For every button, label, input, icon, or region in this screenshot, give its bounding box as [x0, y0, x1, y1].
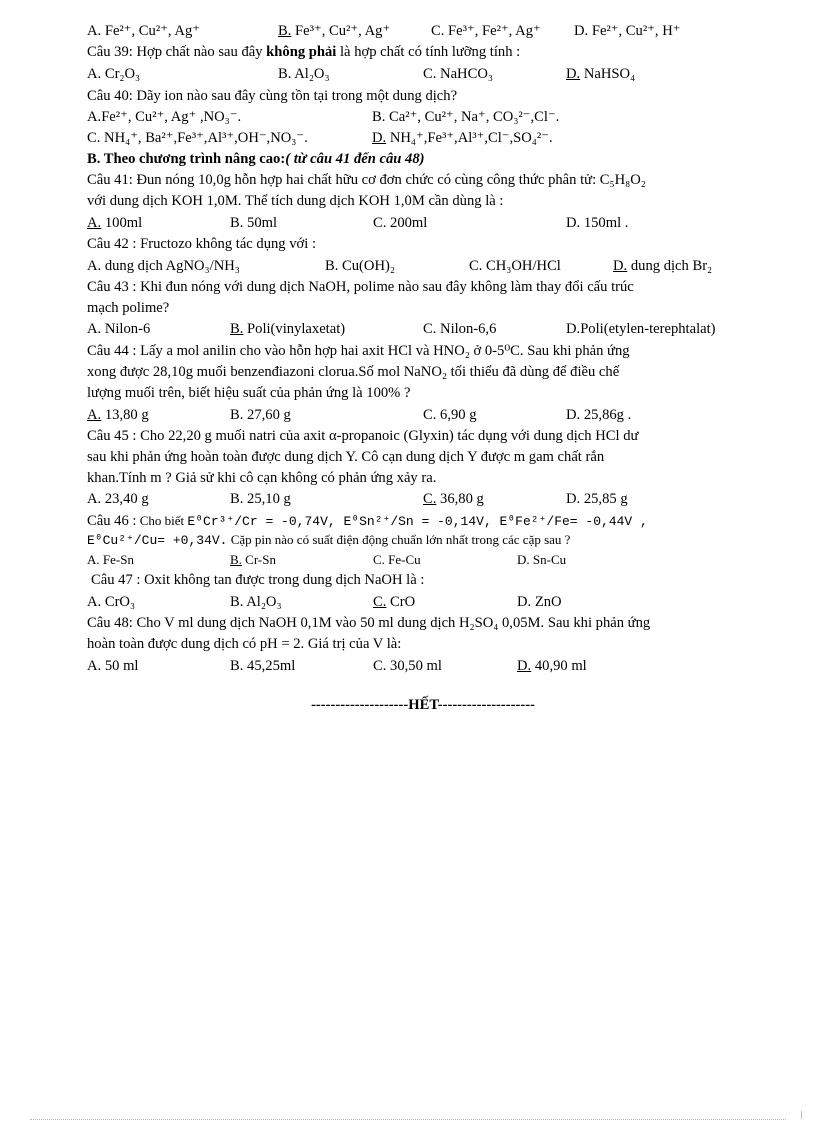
q45-answer-key: C.: [423, 491, 437, 507]
q39-option-d: [566, 64, 635, 84]
q47-question: Câu 47 : Oxit không tan được trong dung dịch NaOH là :: [91, 572, 425, 588]
q39-bold-text: không phải: [266, 44, 337, 60]
q40-option-b: B. Ca²⁺, Cu²⁺, Na⁺, CO₃²⁻,Cl⁻.: [372, 109, 560, 125]
q44-option-a: [87, 405, 149, 425]
q46-option-b-text: Cr-Sn: [241, 552, 276, 567]
q38-option-a: A. Fe²⁺, Cu²⁺, Ag⁺: [87, 23, 200, 39]
q45-option-a: A. 23,40 g: [87, 491, 149, 507]
q44-option-b: B. 27,60 g: [230, 407, 291, 423]
q41-option-d: D. 150ml .: [566, 215, 629, 231]
q47-option-b: B. Al₂O₃: [230, 594, 282, 610]
q46-line-1: [87, 511, 648, 532]
q39-option-d-text: NaHSO₄: [580, 66, 636, 82]
q43-option-a: A. Nilon-6: [87, 321, 151, 337]
q42-option-d-text: dung dịch Br₂: [627, 258, 713, 274]
section-heading: [87, 149, 425, 169]
section-range: ( từ câu 41 đến câu 48): [285, 151, 425, 167]
q45-option-d: D. 25,85 g: [566, 491, 628, 507]
q47-answer-key: C.: [373, 594, 387, 610]
q41-line-1: Câu 41: Đun nóng 10,0g hỗn hợp hai chất hữu cơ đơn chức có cùng công thức phân tử: C₅H₈O₂: [87, 172, 646, 188]
q38-answer-key: B.: [278, 23, 292, 39]
page-bottom-divider: [30, 1119, 786, 1120]
q43-option-c: C. Nilon-6,6: [423, 321, 497, 337]
q42-answer-key: D.: [613, 258, 628, 274]
q44-option-a-text: 13,80 g: [101, 407, 149, 423]
q45-line-3: khan.Tính m ? Giả sử khi cô cạn không có phản ứng xảy ra.: [87, 470, 437, 486]
q44-line-3: lượng muối trên, biết hiệu suất của phản ứng là 100% ?: [87, 385, 411, 401]
q48-line-2: hoàn toàn được dung dịch có pH = 2. Giá trị của V là:: [87, 636, 402, 652]
q44-answer-key: A.: [87, 407, 102, 423]
q39-option-c: C. NaHCO₃: [423, 66, 493, 82]
q43-line-2: mạch polime?: [87, 300, 170, 316]
q47-option-c: [373, 592, 415, 612]
q41-option-a: [87, 213, 142, 233]
q41-option-b: B. 50ml: [230, 215, 278, 231]
q38-option-b: [278, 21, 390, 41]
q48-option-c: C. 30,50 ml: [373, 658, 442, 674]
q46-line-2: [87, 530, 570, 551]
q46-potentials-1: E⁰Cr³⁺/Cr = -0,74V, E⁰Sn²⁺/Sn = -0,14V, E⁰Fe²⁺/Fe= -0,44V ,: [187, 514, 648, 529]
q47-option-c-text: CrO: [386, 594, 416, 610]
q45-option-b: B. 25,10 g: [230, 491, 291, 507]
q45-line-2: sau khi phản ứng hoàn toàn được dung dịch Y. Cô cạn dung dịch Y được m gam chất rắn: [87, 449, 605, 465]
q48-option-d: [517, 656, 587, 676]
q40-option-d: [372, 128, 553, 148]
q43-line-1: Câu 43 : Khi đun nóng với dung dịch NaOH, polime nào sau đây không làm thay đổi cấu trúc: [87, 279, 634, 295]
q39-question: [87, 42, 520, 62]
page-corner-mark: [801, 1111, 810, 1119]
q46-label: Câu 46 :: [87, 513, 137, 529]
q40-option-c: C. NH₄⁺, Ba²⁺,Fe³⁺,Al³⁺,OH⁻,NO₃⁻.: [87, 130, 308, 146]
q46-potentials-2: E⁰Cu²⁺/Cu= +0,34V.: [87, 533, 228, 548]
q44-line-1: Câu 44 : Lấy a mol anilin cho vào hỗn hợp hai axit HCl và HNO₂ ở 0-5⁰C. Sau khi phản ứng: [87, 343, 630, 359]
q42-option-d: [613, 256, 712, 276]
q45-option-c-text: 36,80 g: [436, 491, 484, 507]
q40-answer-key: D.: [372, 130, 387, 146]
q42-option-c: C. CH₃OH/HCl: [469, 258, 561, 274]
q46-option-d: D. Sn-Cu: [517, 552, 567, 567]
q48-answer-key: D.: [517, 658, 532, 674]
q39-option-b: B. Al₂O₃: [278, 66, 330, 82]
q46-question-text: Cặp pin nào có suất điện động chuẩn lớn nhất trong các cặp sau ?: [227, 532, 571, 547]
q40-option-a: A.Fe²⁺, Cu²⁺, Ag⁺ ,NO₃⁻.: [87, 109, 242, 125]
q44-line-2: xong được 28,10g muối benzenđiazoni clorua.Số mol NaNO₂ tối thiểu đã dùng để điều chế: [87, 364, 620, 380]
q46-option-a: A. Fe-Sn: [87, 552, 134, 567]
q47-option-d: D. ZnO: [517, 594, 562, 610]
q44-option-d: D. 25,86g .: [566, 407, 632, 423]
section-title: B. Theo chương trình nâng cao:: [87, 151, 286, 167]
q43-answer-key: B.: [230, 321, 244, 337]
q43-option-b: [230, 319, 345, 339]
q46-intro: Cho biết: [136, 513, 188, 528]
q48-line-1: Câu 48: Cho V ml dung dịch NaOH 0,1M vào 50 ml dung dịch H₂SO₄ 0,05M. Sau khi phản ứng: [87, 615, 651, 631]
end-text: --------------------HẾT--------------------: [311, 697, 535, 713]
q48-option-b: B. 45,25ml: [230, 658, 296, 674]
q42-option-b: B. Cu(OH)₂: [325, 258, 395, 274]
q41-answer-key: A.: [87, 215, 102, 231]
q43-option-b-text: Poli(vinylaxetat): [243, 321, 346, 337]
q39-label: Câu 39:: [87, 44, 133, 60]
q47-option-a: A. CrO₃: [87, 594, 136, 610]
q42-option-a: A. dung dịch AgNO₃/NH₃: [87, 258, 240, 274]
q43-option-d: D.Poli(etylen-terephtalat): [566, 321, 716, 337]
q39-text-before: Hợp chất nào sau đây: [132, 44, 267, 60]
q44-option-c: C. 6,90 g: [423, 407, 477, 423]
q40-option-d-text: NH₄⁺,Fe³⁺,Al³⁺,Cl⁻,SO₄²⁻.: [386, 130, 553, 146]
q46-option-b: [230, 550, 276, 570]
q41-option-a-text: 100ml: [101, 215, 143, 231]
q42-question: Câu 42 : Fructozo không tác dụng với :: [87, 236, 317, 252]
end-marker: [0, 697, 816, 714]
q41-line-2: với dung dịch KOH 1,0M. Thể tích dung dịch KOH 1,0M cần dùng là :: [87, 193, 504, 209]
q46-answer-key: B.: [230, 552, 242, 567]
q39-answer-key: D.: [566, 66, 581, 82]
q48-option-a: A. 50 ml: [87, 658, 139, 674]
q45-line-1: Câu 45 : Cho 22,20 g muối natri của axit α-propanoic (Glyxin) tác dụng với dung dịch HCl dư: [87, 428, 639, 444]
q39-option-a: A. Cr₂O₃: [87, 66, 141, 82]
q45-option-c: [423, 489, 484, 509]
q39-text-after: là hợp chất có tính lưỡng tính :: [336, 44, 521, 60]
q48-option-d-text: 40,90 ml: [531, 658, 587, 674]
q38-option-c: C. Fe³⁺, Fe²⁺, Ag⁺: [431, 23, 541, 39]
q41-option-c: C. 200ml: [373, 215, 428, 231]
q46-option-c: C. Fe-Cu: [373, 552, 421, 567]
q38-option-d: D. Fe²⁺, Cu²⁺, H⁺: [574, 23, 681, 39]
q40-question: Câu 40: Dãy ion nào sau đây cùng tồn tại trong một dung dịch?: [87, 88, 458, 104]
q38-option-b-text: Fe³⁺, Cu²⁺, Ag⁺: [291, 23, 391, 39]
